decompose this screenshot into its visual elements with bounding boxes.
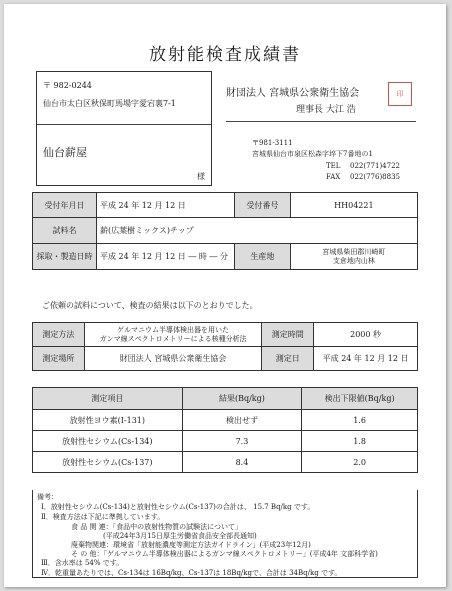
collection-datetime-value: 平成 24 年 12 月 12 日 ― 時 ― 分 [96, 244, 234, 270]
notes-label: 備考： [37, 493, 58, 501]
note-2: Ⅱ．検査方法は下記に準拠しています。 [41, 513, 165, 521]
method-label: 測定方法 [33, 323, 85, 347]
measure-date-value: 平成 24 年 12 月 12 日 [314, 347, 418, 371]
header-result: 結果(Bq/kg) [182, 388, 302, 410]
origin-value [290, 244, 417, 270]
recipient-divider [37, 124, 211, 125]
collection-datetime-label: 採取・製造日時 [33, 244, 97, 270]
table-row [33, 410, 418, 431]
intro-text: ご依頼の試料について、検査の結果は以下のとおりでした。 [42, 301, 258, 310]
row-limit: 1.6 [302, 410, 418, 431]
results-table [32, 387, 418, 473]
issuer-tel-label: TEL [326, 162, 341, 170]
sample-name-value: 薪(広葉樹ミックス)チップ [96, 218, 417, 244]
table-row [33, 452, 418, 473]
receipt-number-value: HH04221 [290, 193, 417, 218]
received-date-value: 平成 24 年 12 月 12 日 [96, 193, 234, 218]
header-limit: 検出下限値(Bq/kg) [302, 388, 418, 410]
official-seal-stamp: 印 [388, 82, 412, 106]
row-item: 放射性ヨウ素(I-131) [33, 410, 183, 431]
origin-label: 生産地 [234, 244, 290, 270]
received-date-label: 受付年月日 [33, 193, 97, 218]
issuer-tel: 022(771)4722 [350, 162, 400, 170]
issuer-divider [226, 121, 416, 122]
note-7: Ⅲ．含水率は 54% です。 [41, 559, 124, 567]
row-item: 放射性セシウム(Cs-134) [33, 431, 183, 452]
recipient-postal: 〒 982-0244 [43, 81, 92, 90]
note-8: Ⅳ．乾重量あたりでは、Cs-134は 16Bq/kg、Cs-137は 18Bq/kgで、合計は 34Bq/kg です。 [41, 569, 342, 577]
row-item: 放射性セシウム(Cs-137) [33, 452, 183, 473]
notes-box [32, 490, 418, 578]
issuer-org: 財団法人 宮城県公衆衛生協会 [226, 88, 360, 99]
note-3: 食 品 関 連：「食品中の放射性物質の試験法について」 [71, 523, 243, 531]
recipient-address: 仙台市太白区秋保町馬場字愛宕裏7-1 [43, 99, 176, 108]
row-limit: 1.8 [302, 431, 418, 452]
measure-time-value: 2000 秒 [314, 323, 418, 347]
sample-info-table [32, 192, 418, 270]
note-6: そ の 他：「ゲルマニウム半導体検出器によるガンマ線スペクトロメトリー」(平成4年 文部科学省) [71, 550, 378, 558]
note-1: Ⅰ．放射性セシウム(Cs-134)と放射性セシウム(Cs-137)の合計は、 15.7 Bq/kg です。 [41, 503, 315, 511]
method-line-1: ゲルマニウム半導体検出器を用いた [117, 325, 229, 334]
issuer-postal: 〒981-3111 [252, 139, 293, 147]
issuer-fax-label: FAX [326, 173, 341, 181]
row-limit: 2.0 [302, 452, 418, 473]
issuer-chairman: 理事長 大江 浩 [296, 105, 356, 115]
note-4: (平成24年3月15日厚生労働省食品安全部長通知) [103, 532, 257, 540]
note-5: 廃棄物関連：環境省「放射能濃度等測定方法ガイドライン」(平成23年12月) [71, 541, 311, 549]
row-result: 8.4 [182, 452, 302, 473]
origin-line-2: 支倉地内山林 [332, 256, 375, 265]
table-row [33, 431, 418, 452]
sample-name-label: 試料名 [33, 218, 97, 244]
issuer-address: 宮城県仙台市泉区松森字埣下7番地の1 [252, 150, 373, 158]
certificate-page [4, 4, 446, 587]
results-header-row [33, 388, 418, 410]
recipient-honorific: 様 [197, 172, 205, 181]
method-table [32, 322, 418, 371]
measure-date-label: 測定日 [262, 347, 314, 371]
issuer-fax: 022(776)8835 [350, 173, 400, 181]
measure-time-label: 測定時間 [262, 323, 314, 347]
recipient-box [36, 71, 212, 186]
header-item: 測定項目 [33, 388, 183, 410]
receipt-number-label: 受付番号 [234, 193, 290, 218]
method-value [84, 323, 262, 347]
document-title: 放射能検査成績書 [149, 45, 301, 65]
origin-line-1: 宮城県柴田郡川崎町 [322, 247, 386, 256]
recipient-name: 仙台薪屋 [43, 146, 87, 159]
measure-place-label: 測定場所 [33, 347, 85, 371]
method-line-2: ガンマ線スペクトロメトリーによる核種分析法 [99, 334, 247, 343]
row-result: 7.3 [182, 431, 302, 452]
row-result: 検出せず [182, 410, 302, 431]
measure-place-value: 財団法人 宮城県公衆衛生協会 [84, 347, 262, 371]
